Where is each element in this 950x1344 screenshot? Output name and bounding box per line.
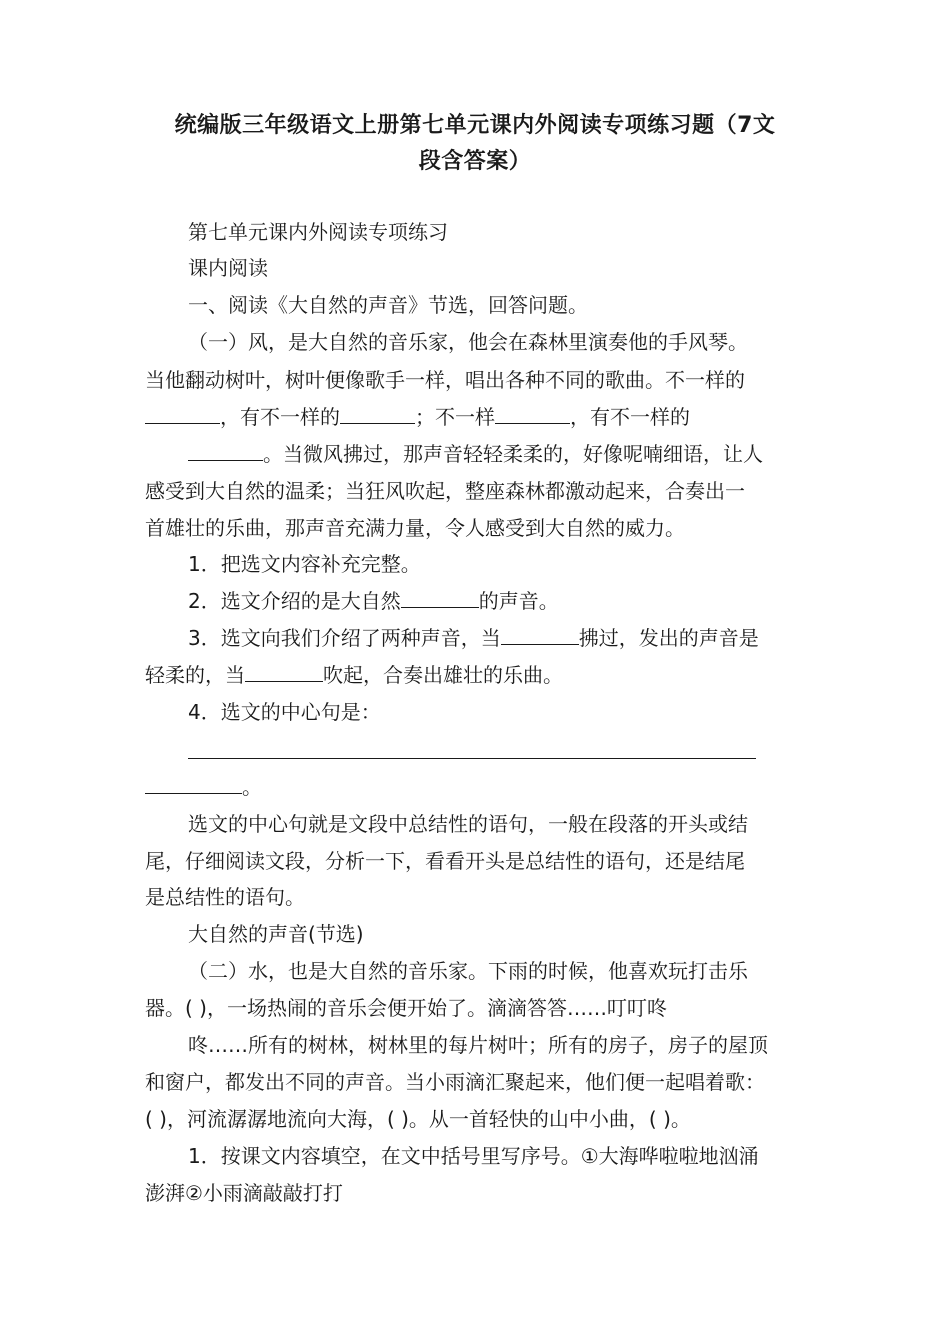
answer-blank[interactable] <box>340 405 415 424</box>
answer-blank[interactable] <box>145 775 242 794</box>
passage-2-line: 咚……所有的树林，树林里的每片树叶；所有的房子，房子的屋顶 <box>188 1033 768 1057</box>
passage-1-line: 感受到大自然的温柔；当狂风吹起，整座森林都激动起来，合奏出一 <box>145 479 745 503</box>
tip-line: 选文的中心句就是文段中总结性的语句，一般在段落的开头或结 <box>188 812 748 836</box>
answer-line[interactable] <box>188 758 756 759</box>
tip-line: 尾，仔细阅读文段，分析一下，看看开头是总结性的语句，还是结尾 <box>145 849 745 873</box>
passage-1-line: 。当微风拂过，那声音轻轻柔柔的，好像呢喃细语，让人 <box>145 441 763 467</box>
question-1-3: 3．选文向我们介绍了两种声音，当 拂过，发出的声音是 <box>188 626 759 650</box>
answer-blank[interactable] <box>188 442 263 461</box>
passage-2-line: ( )，河流潺潺地流向大海，( )。从一首轻快的山中小曲，( )。 <box>145 1107 691 1131</box>
question-2-1: 1．按课文内容填空，在文中括号里写序号。①大海哗啦啦地汹涌 <box>188 1144 759 1168</box>
answer-blank[interactable] <box>401 589 479 608</box>
passage-2-title: 大自然的声音(节选) <box>188 922 364 946</box>
answer-blank[interactable] <box>245 663 323 682</box>
answer-line-end: 。 <box>145 774 262 800</box>
passage-2-line: 器。( )，一场热闹的音乐会便开始了。滴滴答答……叮叮咚 <box>145 996 667 1020</box>
question-2-1-continued: 澎湃②小雨滴敲敲打打 <box>145 1181 343 1205</box>
question-1-3-continued: 轻柔的，当 吹起，合奏出雄壮的乐曲。 <box>145 663 563 687</box>
question-1-1: 1．把选文内容补充完整。 <box>188 552 421 576</box>
passage-2-line: （二）水，也是大自然的音乐家。下雨的时候，他喜欢玩打击乐 <box>188 959 748 983</box>
section-label-inner-reading: 课内阅读 <box>188 256 268 280</box>
answer-blank[interactable] <box>495 405 570 424</box>
section-heading: 第七单元课内外阅读专项练习 <box>188 220 448 244</box>
title-line-1: 统编版三年级语文上册第七单元课内外阅读专项练习题（7文 <box>174 113 776 138</box>
tip-line: 是总结性的语句。 <box>145 885 305 909</box>
passage-1-line: （一）风，是大自然的音乐家，他会在森林里演奏他的手风琴。 <box>188 330 748 354</box>
passage-2-line: 和窗户，都发出不同的声音。当小雨滴汇聚起来，他们便一起唱着歌： <box>145 1070 765 1094</box>
passage-1-line: 当他翻动树叶，树叶便像歌手一样，唱出各种不同的歌曲。不一样的 <box>145 368 745 392</box>
answer-blank[interactable] <box>501 626 579 645</box>
document-title <box>140 108 810 180</box>
answer-blank[interactable] <box>145 405 220 424</box>
question-1-intro: 一、阅读《大自然的声音》节选，回答问题。 <box>188 293 588 317</box>
question-1-4: 4．选文的中心句是： <box>188 700 381 724</box>
question-1-2: 2．选文介绍的是大自然 的声音。 <box>188 589 559 613</box>
title-line-2: 段含答案） <box>418 149 532 174</box>
passage-1-line: ，有不一样的 ；不一样 ，有不一样的 <box>145 404 690 430</box>
passage-1-line: 首雄壮的乐曲，那声音充满力量，令人感受到大自然的威力。 <box>145 516 685 540</box>
